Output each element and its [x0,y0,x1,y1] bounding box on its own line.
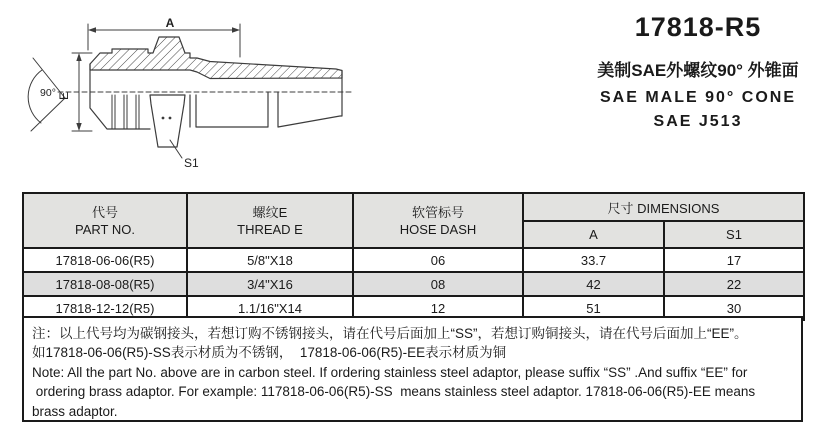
nut-dot [169,117,172,120]
technical-drawing [0,0,420,185]
dimension-e-label: E [57,91,71,101]
cell-part-no: 17818-06-06(R5) [23,248,187,272]
part-number-title: 17818-R5 [634,12,762,42]
note-line-en-2: ordering brass adaptor. For example: 117818-06-06(R5)-SS means stainless steel adaptor. 17818-06-06(R5)-EE means [32,384,756,400]
note-line-en-1: Note: All the part No. above are in carbon steel. If ordering stainless steel adaptor, please suffix “SS” .And suffix “EE” for [32,364,748,380]
standard-code: SAE J513 [653,113,743,130]
col-header-thread [187,193,353,248]
cell-part-no: 17818-12-12(R5) [23,296,187,320]
col-header-part-no [23,193,187,248]
table-row [23,272,804,296]
product-name-en: SAE MALE 90° CONE [600,89,796,106]
col-header-hose-dash-en: HOSE DASH [399,221,477,237]
cell-part-no: 17818-08-08(R5) [23,272,187,296]
title-block [560,12,836,131]
col-header-part-no-zh: 代号 [91,204,118,220]
nut-dot [162,117,165,120]
col-header-hose-dash [353,193,523,248]
s1-wrench-label: S1 [184,156,199,170]
note-box [22,316,803,422]
table-row [23,248,804,272]
col-header-hose-dash-zh: 软管标号 [411,204,464,220]
cell-thread: 3/4"X16 [187,272,353,296]
col-header-thread-zh: 螺纹E [252,204,288,220]
cell-hose-dash: 08 [353,272,523,296]
note-line-zh-2: 如17818-06-06(R5)-SS表示材质为不锈钢， 17818-06-06(R5)-EE表示材质为铜 [32,345,507,361]
cell-thread: 1.1/16"X14 [187,296,353,320]
dimension-a-label: A [165,16,175,30]
cone-angle-label: 90° [40,87,56,99]
cell-hose-dash: 06 [353,248,523,272]
cell-hose-dash: 12 [353,296,523,320]
nose-outline [90,64,150,129]
product-name-zh: 美制SAE外螺纹90° 外锥面 [597,61,799,80]
col-header-dim-a: A [523,221,664,248]
parts-table [22,192,805,321]
cell-thread: 5/8"X18 [187,248,353,272]
cell-dim-a: 42 [523,272,664,296]
note-line-zh-1: 注：以上代号均为碳钢接头，若想订购不锈钢接头，请在代号后面加上“SS”，若想订购铜接头，请在代号后面加上“EE”。 [32,326,748,341]
cell-dim-s1: 30 [664,296,804,320]
col-header-dimensions: 尺寸 DIMENSIONS [523,193,804,221]
col-header-thread-en: THREAD E [237,221,303,237]
cell-dim-s1: 17 [664,248,804,272]
cell-dim-a: 33.7 [523,248,664,272]
cell-dim-a: 51 [523,296,664,320]
col-header-dim-s1: S1 [664,221,804,248]
col-header-part-no-en: PART NO. [75,221,135,237]
note-line-en-3: brass adaptor. [32,403,118,419]
cell-dim-s1: 22 [664,272,804,296]
thread-lines [112,95,139,129]
fitting-cross-section [90,37,342,79]
hex-nut [150,95,185,147]
